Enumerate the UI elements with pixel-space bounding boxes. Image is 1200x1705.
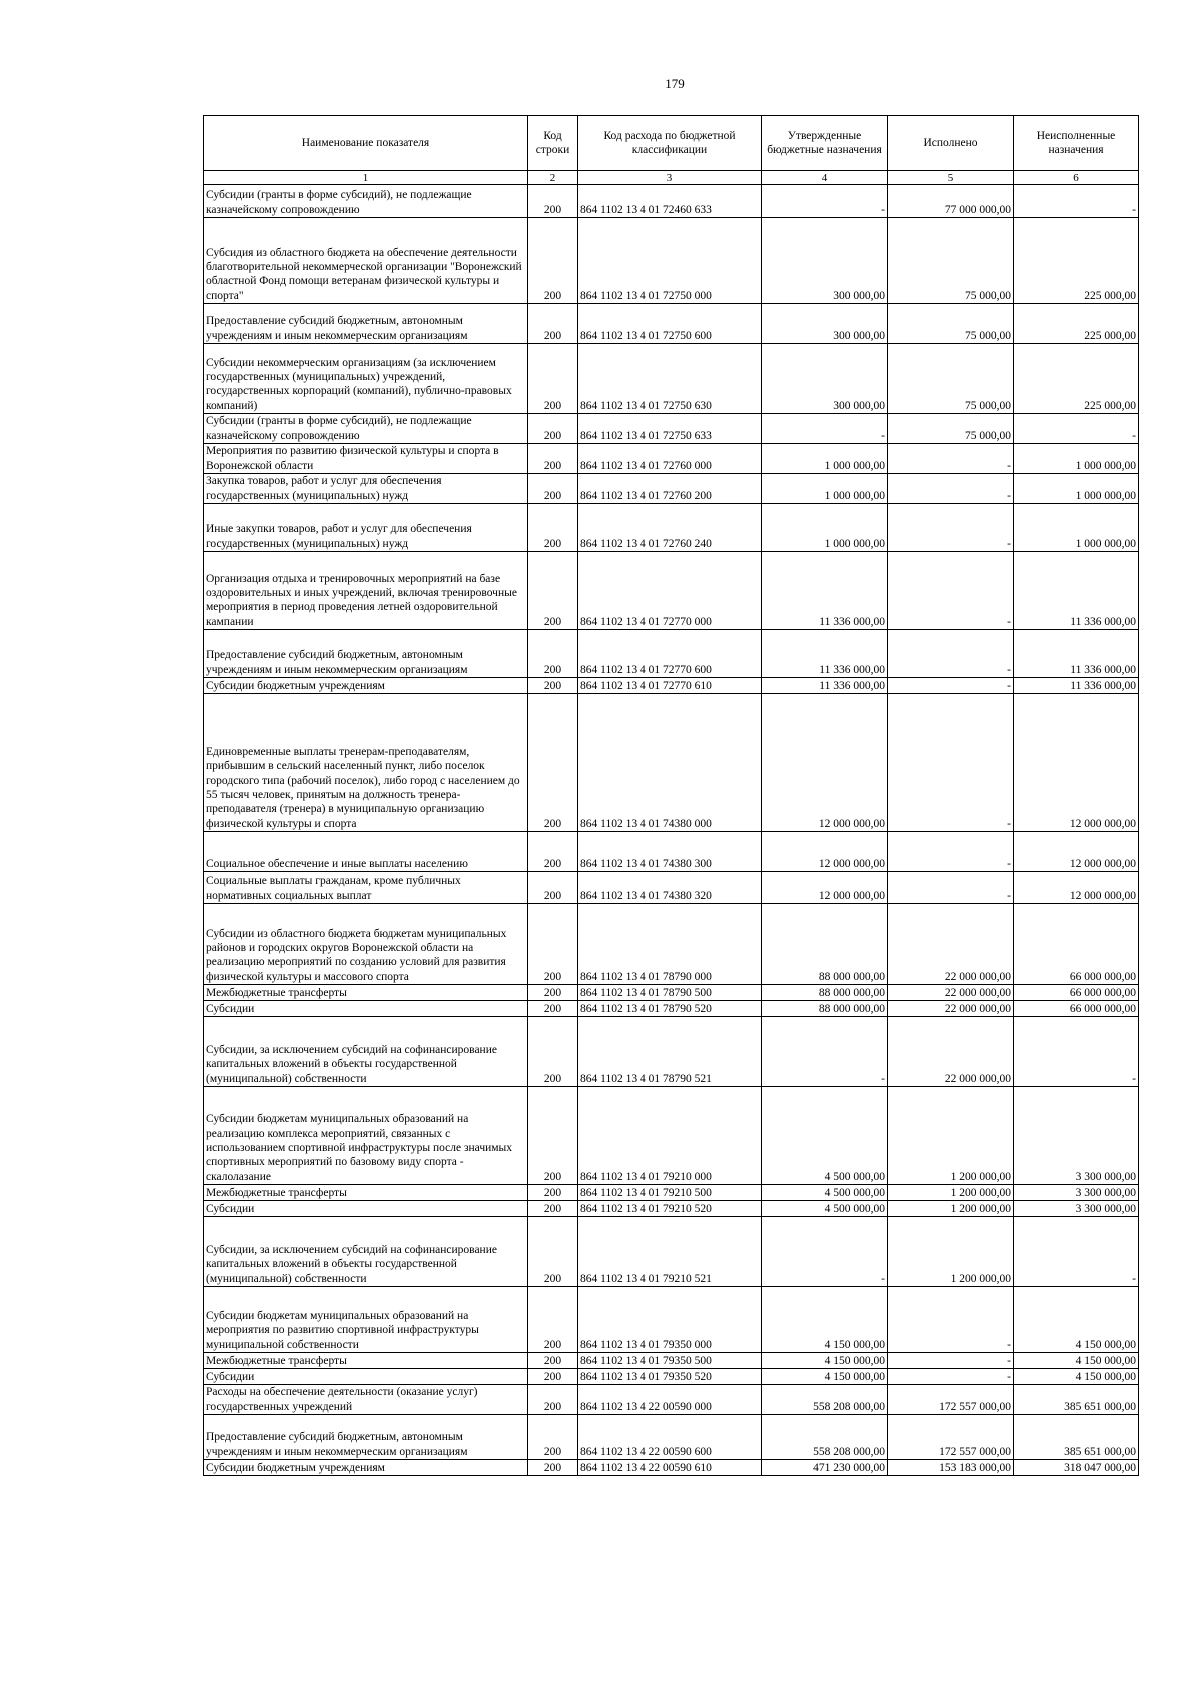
row-name	[204, 414, 528, 444]
row-code: 200	[528, 872, 578, 904]
row-name-text: Единовременные выплаты тренерам-преподавателям, прибывшим в сельский населенный пункт, либо поселок городского типа (рабочий поселок), либо город с населением до 55 тысяч человек, принятым на должность тренера-преподавателя (тренера) в муниципальную организацию физической культуры и спорта	[206, 745, 520, 830]
row-executed: -	[888, 678, 1014, 694]
row-approved: 1 000 000,00	[762, 444, 888, 474]
table-row	[204, 474, 1139, 504]
row-code: 200	[528, 832, 578, 872]
row-name	[204, 630, 528, 678]
row-budget-code: 864 1102 13 4 01 74380 300	[578, 832, 762, 872]
row-name-text: Предоставление субсидий бюджетным, автономным учреждениям и иным некоммерческим организациям	[206, 649, 468, 676]
table-header	[204, 116, 1139, 171]
row-name	[204, 985, 528, 1001]
row-unexecuted: 4 150 000,00	[1014, 1287, 1139, 1353]
table-row	[204, 504, 1139, 552]
row-executed: -	[888, 1287, 1014, 1353]
row-name	[204, 1201, 528, 1217]
row-approved: 11 336 000,00	[762, 552, 888, 630]
row-name-text: Расходы на обеспечение деятельности (оказание услуг) государственных учреждений	[206, 1386, 478, 1413]
row-unexecuted: 385 651 000,00	[1014, 1415, 1139, 1460]
row-approved: 4 150 000,00	[762, 1353, 888, 1369]
row-executed: -	[888, 552, 1014, 630]
row-unexecuted: 3 300 000,00	[1014, 1201, 1139, 1217]
row-executed: -	[888, 444, 1014, 474]
row-name	[204, 1287, 528, 1353]
row-unexecuted: 66 000 000,00	[1014, 904, 1139, 985]
row-name-text: Субсидии бюджетным учреждениям	[206, 679, 385, 692]
table-row	[204, 630, 1139, 678]
row-name-text: Социальные выплаты гражданам, кроме публичных нормативных социальных выплат	[206, 875, 461, 902]
row-approved: -	[762, 185, 888, 218]
row-unexecuted: 11 336 000,00	[1014, 552, 1139, 630]
row-unexecuted: 318 047 000,00	[1014, 1460, 1139, 1476]
row-unexecuted: 3 300 000,00	[1014, 1087, 1139, 1185]
row-budget-code: 864 1102 13 4 01 72760 000	[578, 444, 762, 474]
row-budget-code: 864 1102 13 4 01 72770 610	[578, 678, 762, 694]
row-executed: 22 000 000,00	[888, 985, 1014, 1001]
row-executed: -	[888, 872, 1014, 904]
row-name-text: Предоставление субсидий бюджетным, автономным учреждениям и иным некоммерческим организациям	[206, 315, 468, 342]
row-budget-code: 864 1102 13 4 01 79210 521	[578, 1217, 762, 1287]
row-code: 200	[528, 904, 578, 985]
row-name-text: Субсидии (гранты в форме субсидий), не подлежащие казначейскому сопровождению	[206, 189, 472, 216]
row-code: 200	[528, 1353, 578, 1369]
row-executed: -	[888, 1369, 1014, 1385]
row-name	[204, 304, 528, 344]
table-row	[204, 414, 1139, 444]
table-row	[204, 1415, 1139, 1460]
row-budget-code: 864 1102 13 4 01 79350 000	[578, 1287, 762, 1353]
row-budget-code: 864 1102 13 4 22 00590 610	[578, 1460, 762, 1476]
row-unexecuted: 3 300 000,00	[1014, 1185, 1139, 1201]
row-name	[204, 344, 528, 414]
row-code: 200	[528, 1087, 578, 1185]
row-budget-code: 864 1102 13 4 01 72750 600	[578, 304, 762, 344]
column-number: 6	[1014, 171, 1139, 185]
row-executed: 1 200 000,00	[888, 1201, 1014, 1217]
row-name	[204, 1415, 528, 1460]
row-approved: -	[762, 1217, 888, 1287]
row-code: 200	[528, 1287, 578, 1353]
row-code: 200	[528, 678, 578, 694]
row-executed: -	[888, 694, 1014, 832]
row-budget-code: 864 1102 13 4 22 00590 000	[578, 1385, 762, 1415]
row-unexecuted: -	[1014, 185, 1139, 218]
row-executed: 22 000 000,00	[888, 904, 1014, 985]
table-row	[204, 694, 1139, 832]
row-executed: -	[888, 1353, 1014, 1369]
row-executed: 1 200 000,00	[888, 1217, 1014, 1287]
header-executed: Исполнено	[888, 116, 1014, 171]
row-executed: -	[888, 832, 1014, 872]
row-name-text: Субсидии бюджетным учреждениям	[206, 1461, 385, 1474]
row-unexecuted: 225 000,00	[1014, 344, 1139, 414]
page-number: 179	[665, 76, 685, 91]
column-number: 5	[888, 171, 1014, 185]
header-unexecuted: Неисполненные назначения	[1014, 116, 1139, 171]
row-budget-code: 864 1102 13 4 01 79350 520	[578, 1369, 762, 1385]
row-budget-code: 864 1102 13 4 01 72760 200	[578, 474, 762, 504]
row-budget-code: 864 1102 13 4 01 72750 633	[578, 414, 762, 444]
table-row	[204, 1353, 1139, 1369]
table-row	[204, 444, 1139, 474]
row-code: 200	[528, 1369, 578, 1385]
table-row	[204, 1087, 1139, 1185]
row-unexecuted: 1 000 000,00	[1014, 504, 1139, 552]
row-name	[204, 832, 528, 872]
row-unexecuted: 225 000,00	[1014, 304, 1139, 344]
row-unexecuted: 225 000,00	[1014, 218, 1139, 304]
row-approved: 12 000 000,00	[762, 872, 888, 904]
table-row	[204, 904, 1139, 985]
row-executed: 75 000,00	[888, 414, 1014, 444]
row-name	[204, 1017, 528, 1087]
row-code: 200	[528, 1415, 578, 1460]
row-code: 200	[528, 414, 578, 444]
row-approved: 4 500 000,00	[762, 1201, 888, 1217]
row-executed: -	[888, 630, 1014, 678]
row-code: 200	[528, 504, 578, 552]
table-row	[204, 344, 1139, 414]
row-executed: 1 200 000,00	[888, 1185, 1014, 1201]
row-approved: 1 000 000,00	[762, 504, 888, 552]
row-approved: 471 230 000,00	[762, 1460, 888, 1476]
row-approved: 88 000 000,00	[762, 1001, 888, 1017]
row-name	[204, 185, 528, 218]
row-approved: 558 208 000,00	[762, 1415, 888, 1460]
row-name-text: Субсидии, за исключением субсидий на софинансирование капитальных вложений в объекты государственной (муниципальной) собственности	[206, 1043, 497, 1085]
row-executed: 153 183 000,00	[888, 1460, 1014, 1476]
row-budget-code: 864 1102 13 4 01 72750 000	[578, 218, 762, 304]
row-name	[204, 904, 528, 985]
row-code: 200	[528, 1185, 578, 1201]
row-approved: 11 336 000,00	[762, 630, 888, 678]
row-budget-code: 864 1102 13 4 01 79210 520	[578, 1201, 762, 1217]
row-code: 200	[528, 474, 578, 504]
row-approved: 11 336 000,00	[762, 678, 888, 694]
row-code: 200	[528, 1217, 578, 1287]
row-executed: 172 557 000,00	[888, 1415, 1014, 1460]
row-name	[204, 552, 528, 630]
table-row	[204, 985, 1139, 1001]
row-approved: 300 000,00	[762, 344, 888, 414]
row-code: 200	[528, 1460, 578, 1476]
row-executed: 75 000,00	[888, 218, 1014, 304]
header-approved: Утвержденные бюджетные назначения	[762, 116, 888, 171]
column-number: 2	[528, 171, 578, 185]
row-name-text: Закупка товаров, работ и услуг для обеспечения государственных (муниципальных) нужд	[206, 475, 442, 502]
table-row	[204, 185, 1139, 218]
row-approved: 4 500 000,00	[762, 1185, 888, 1201]
row-budget-code: 864 1102 13 4 01 78790 000	[578, 904, 762, 985]
row-code: 200	[528, 1201, 578, 1217]
column-number: 4	[762, 171, 888, 185]
row-executed: -	[888, 474, 1014, 504]
table-row	[204, 1001, 1139, 1017]
row-approved: 300 000,00	[762, 304, 888, 344]
row-unexecuted: -	[1014, 1017, 1139, 1087]
row-approved: 4 150 000,00	[762, 1369, 888, 1385]
row-name	[204, 444, 528, 474]
row-name-text: Субсидии бюджетам муниципальных образований на мероприятия по развитию спортивной инфраструктуры муниципальной собственности	[206, 1309, 479, 1351]
table-row	[204, 1201, 1139, 1217]
row-name	[204, 1217, 528, 1287]
row-code: 200	[528, 630, 578, 678]
row-budget-code: 864 1102 13 4 01 78790 521	[578, 1017, 762, 1087]
row-unexecuted: 12 000 000,00	[1014, 832, 1139, 872]
row-code: 200	[528, 1385, 578, 1415]
table-row	[204, 1369, 1139, 1385]
row-approved: 12 000 000,00	[762, 832, 888, 872]
row-approved: 300 000,00	[762, 218, 888, 304]
row-name-text: Социальное обеспечение и иные выплаты населению	[206, 857, 468, 870]
row-executed: 22 000 000,00	[888, 1017, 1014, 1087]
row-executed: 22 000 000,00	[888, 1001, 1014, 1017]
table-row	[204, 678, 1139, 694]
row-unexecuted: 66 000 000,00	[1014, 985, 1139, 1001]
table-row	[204, 1017, 1139, 1087]
row-unexecuted: -	[1014, 1217, 1139, 1287]
row-name-text: Предоставление субсидий бюджетным, автономным учреждениям и иным некоммерческим организациям	[206, 1431, 468, 1458]
table-row	[204, 1287, 1139, 1353]
row-budget-code: 864 1102 13 4 01 72750 630	[578, 344, 762, 414]
row-budget-code: 864 1102 13 4 22 00590 600	[578, 1415, 762, 1460]
row-executed: 75 000,00	[888, 304, 1014, 344]
row-code: 200	[528, 985, 578, 1001]
row-name	[204, 1460, 528, 1476]
row-budget-code: 864 1102 13 4 01 79210 500	[578, 1185, 762, 1201]
row-name-text: Субсидии	[206, 1202, 255, 1215]
row-name	[204, 678, 528, 694]
row-unexecuted: -	[1014, 414, 1139, 444]
row-approved: 88 000 000,00	[762, 904, 888, 985]
row-unexecuted: 66 000 000,00	[1014, 1001, 1139, 1017]
row-budget-code: 864 1102 13 4 01 72460 633	[578, 185, 762, 218]
table-row	[204, 1217, 1139, 1287]
row-unexecuted: 1 000 000,00	[1014, 444, 1139, 474]
row-name-text: Субсидии	[206, 1370, 255, 1383]
row-unexecuted: 385 651 000,00	[1014, 1385, 1139, 1415]
row-name	[204, 504, 528, 552]
row-budget-code: 864 1102 13 4 01 74380 320	[578, 872, 762, 904]
row-budget-code: 864 1102 13 4 01 74380 000	[578, 694, 762, 832]
row-unexecuted: 4 150 000,00	[1014, 1353, 1139, 1369]
row-unexecuted: 11 336 000,00	[1014, 678, 1139, 694]
row-name-text: Субсидии, за исключением субсидий на софинансирование капитальных вложений в объекты государственной (муниципальной) собственности	[206, 1243, 497, 1285]
row-code: 200	[528, 552, 578, 630]
row-name-text: Межбюджетные трансферты	[206, 1186, 347, 1199]
row-executed: 77 000 000,00	[888, 185, 1014, 218]
row-name	[204, 694, 528, 832]
row-code: 200	[528, 344, 578, 414]
row-approved: -	[762, 414, 888, 444]
table-row	[204, 1460, 1139, 1476]
row-code: 200	[528, 694, 578, 832]
table-row	[204, 304, 1139, 344]
row-name-text: Межбюджетные трансферты	[206, 986, 347, 999]
row-name-text: Субсидии некоммерческим организациям (за исключением государственных (муниципальных) учреждений, государственных корпораций (компаний), публично-правовых компаний)	[206, 356, 512, 412]
row-budget-code: 864 1102 13 4 01 79350 500	[578, 1353, 762, 1369]
column-number: 1	[204, 171, 528, 185]
row-name-text: Субсидии из областного бюджета бюджетам муниципальных районов и городских округов Воронежской области на реализацию мероприятий по созданию условий для развития физической культуры и массового спорта	[206, 927, 507, 983]
row-name-text: Субсидия из областного бюджета на обеспечение деятельности благотворительной некоммерческой организации "Воронежский областной Фонд помощи ветеранам физической культуры и спорта"	[206, 246, 522, 302]
row-approved: 88 000 000,00	[762, 985, 888, 1001]
row-budget-code: 864 1102 13 4 01 72760 240	[578, 504, 762, 552]
row-budget-code: 864 1102 13 4 01 78790 520	[578, 1001, 762, 1017]
row-name	[204, 218, 528, 304]
row-budget-code: 864 1102 13 4 01 72770 000	[578, 552, 762, 630]
table-row	[204, 1185, 1139, 1201]
column-numbers-row	[204, 171, 1139, 185]
row-name-text: Субсидии бюджетам муниципальных образований на реализацию комплекса мероприятий, связанных с использованием спортивной инфраструктуры после значимых спортивных мероприятий по базовому виду спорта - скалолазание	[206, 1113, 513, 1183]
row-name	[204, 1353, 528, 1369]
table-row	[204, 872, 1139, 904]
row-unexecuted: 4 150 000,00	[1014, 1369, 1139, 1385]
row-name	[204, 872, 528, 904]
row-code: 200	[528, 1001, 578, 1017]
row-approved: -	[762, 1017, 888, 1087]
row-name	[204, 474, 528, 504]
table-row	[204, 552, 1139, 630]
row-name-text: Организация отдыха и тренировочных мероприятий на базе оздоровительных и иных учреждений, включая тренировочные мероприятия в период проведения летней оздоровительной кампании	[206, 572, 517, 628]
row-approved: 1 000 000,00	[762, 474, 888, 504]
row-name-text: Субсидии (гранты в форме субсидий), не подлежащие казначейскому сопровождению	[206, 415, 472, 442]
row-unexecuted: 11 336 000,00	[1014, 630, 1139, 678]
row-approved: 12 000 000,00	[762, 694, 888, 832]
row-name	[204, 1087, 528, 1185]
row-code: 200	[528, 444, 578, 474]
column-number: 3	[578, 171, 762, 185]
row-code: 200	[528, 218, 578, 304]
row-executed: 75 000,00	[888, 344, 1014, 414]
row-name-text: Иные закупки товаров, работ и услуг для обеспечения государственных (муниципальных) нужд	[206, 523, 472, 550]
row-executed: 172 557 000,00	[888, 1385, 1014, 1415]
row-executed: -	[888, 504, 1014, 552]
row-unexecuted: 1 000 000,00	[1014, 474, 1139, 504]
row-name	[204, 1185, 528, 1201]
row-name	[204, 1369, 528, 1385]
header-budget-classification-code: Код расхода по бюджетной классификации	[578, 116, 762, 171]
row-code: 200	[528, 1017, 578, 1087]
header-indicator-name: Наименование показателя	[204, 116, 528, 171]
row-name	[204, 1385, 528, 1415]
row-budget-code: 864 1102 13 4 01 72770 600	[578, 630, 762, 678]
row-code: 200	[528, 185, 578, 218]
row-budget-code: 864 1102 13 4 01 78790 500	[578, 985, 762, 1001]
header-row-code: Код строки	[528, 116, 578, 171]
row-name-text: Мероприятия по развитию физической культуры и спорта в Воронежской области	[206, 445, 499, 472]
row-unexecuted: 12 000 000,00	[1014, 872, 1139, 904]
row-name-text: Субсидии	[206, 1002, 255, 1015]
table-row	[204, 832, 1139, 872]
row-name	[204, 1001, 528, 1017]
row-budget-code: 864 1102 13 4 01 79210 000	[578, 1087, 762, 1185]
row-approved: 4 150 000,00	[762, 1287, 888, 1353]
row-approved: 558 208 000,00	[762, 1385, 888, 1415]
row-approved: 4 500 000,00	[762, 1087, 888, 1185]
row-executed: 1 200 000,00	[888, 1087, 1014, 1185]
row-name-text: Межбюджетные трансферты	[206, 1354, 347, 1367]
table-row	[204, 1385, 1139, 1415]
budget-execution-table	[203, 115, 1139, 1476]
row-unexecuted: 12 000 000,00	[1014, 694, 1139, 832]
table-row	[204, 218, 1139, 304]
row-code: 200	[528, 304, 578, 344]
